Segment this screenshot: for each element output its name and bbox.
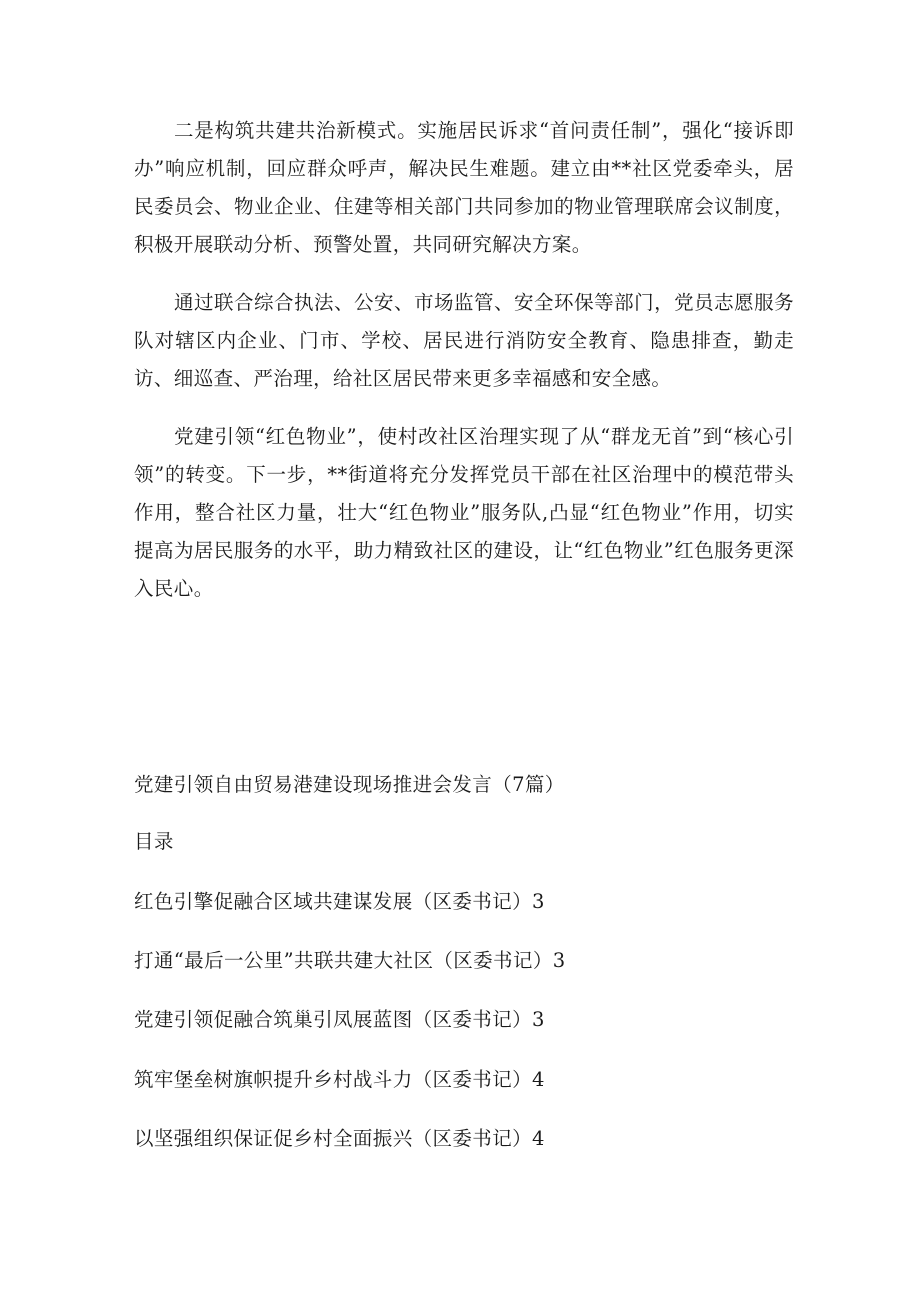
paragraph-2: 通过联合综合执法、公安、市场监管、安全环保等部门，党员志愿服务队对辖区内企业、门市、学校、居民进行消防安全教育、隐患排查，勤走访、细巡查、严治理，给社区居民带来更多幸福感和安全感。 bbox=[134, 291, 794, 390]
paragraph-3: 党建引领“红色物业”，使村改社区治理实现了从“群龙无首”到“核心引领”的转变。下一步，**街道将充分发挥党员干部在社区治理中的模范带头作用，整合社区力量，壮大“红色物业”服务队,凸显“红色物业”作用，切实提高为居民服务的水平，助力精致社区的建设，让“红色物业”红色服务更深入民心。 bbox=[134, 425, 794, 600]
toc-item: 红色引擎促融合区域共建谋发展（区委书记）3 bbox=[134, 890, 545, 913]
toc-heading: 目录 bbox=[134, 830, 174, 853]
document-title: 党建引领自由贸易港建设现场推进会发言（7篇） bbox=[134, 773, 565, 796]
body-text bbox=[134, 112, 794, 628]
toc-item: 以坚强组织保证促乡村全面振兴（区委书记）4 bbox=[134, 1127, 545, 1150]
toc-item: 筑牢堡垒树旗帜提升乡村战斗力（区委书记）4 bbox=[134, 1068, 545, 1091]
toc-item: 打通“最后一公里”共联共建大社区（区委书记）3 bbox=[134, 949, 566, 972]
paragraph-1: 二是构筑共建共治新模式。实施居民诉求“首问责任制”，强化“接诉即办”响应机制，回应群众呼声，解决民生难题。建立由**社区党委牵头，居民委员会、物业企业、住建等相关部门共同参加的物业管理联席会议制度，积极开展联动分析、预警处置，共同研究解决方案。 bbox=[134, 119, 794, 256]
toc-item: 党建引领促融合筑巢引凤展蓝图（区委书记）3 bbox=[134, 1008, 545, 1031]
